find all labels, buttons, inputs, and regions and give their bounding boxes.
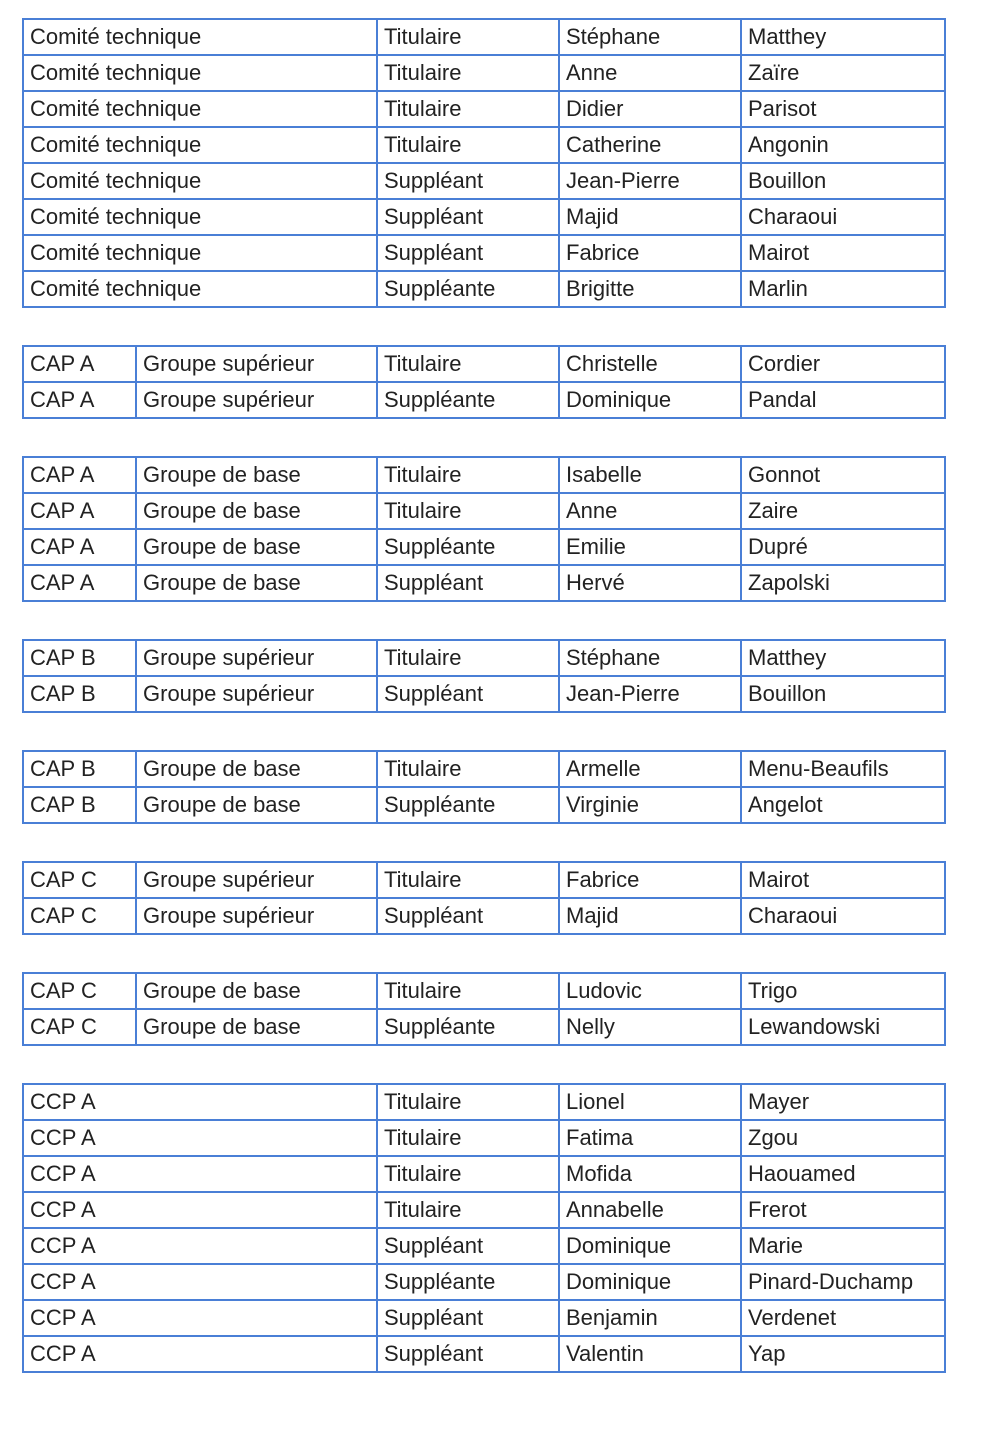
table-row (23, 1120, 945, 1156)
table-row (23, 1156, 945, 1192)
first-name-cell: Virginie (559, 787, 741, 823)
first-name-cell: Nelly (559, 1009, 741, 1045)
group-cell: Groupe de base (136, 493, 377, 529)
role-cell: Suppléant (377, 676, 559, 712)
body-cell: Comité technique (23, 19, 377, 55)
table-row (23, 640, 945, 676)
group-cell: Groupe de base (136, 973, 377, 1009)
body-cell: CAP A (23, 382, 136, 418)
last-name-cell: Dupré (741, 529, 945, 565)
last-name-cell: Pinard-Duchamp (741, 1264, 945, 1300)
first-name-cell: Annabelle (559, 1192, 741, 1228)
group-cell: Groupe supérieur (136, 382, 377, 418)
representatives-table (22, 345, 946, 419)
first-name-cell: Dominique (559, 1264, 741, 1300)
table-row (23, 676, 945, 712)
first-name-cell: Stéphane (559, 640, 741, 676)
first-name-cell: Brigitte (559, 271, 741, 307)
first-name-cell: Emilie (559, 529, 741, 565)
last-name-cell: Matthey (741, 640, 945, 676)
body-cell: CAP B (23, 676, 136, 712)
first-name-cell: Isabelle (559, 457, 741, 493)
body-cell: CCP A (23, 1192, 377, 1228)
role-cell: Titulaire (377, 751, 559, 787)
body-cell: Comité technique (23, 163, 377, 199)
representatives-table (22, 456, 946, 602)
table-row (23, 199, 945, 235)
table-row (23, 1084, 945, 1120)
body-cell: Comité technique (23, 199, 377, 235)
last-name-cell: Gonnot (741, 457, 945, 493)
body-cell: CAP C (23, 898, 136, 934)
last-name-cell: Matthey (741, 19, 945, 55)
role-cell: Titulaire (377, 346, 559, 382)
table-row (23, 493, 945, 529)
table-row (23, 1336, 945, 1372)
table-row (23, 1264, 945, 1300)
table-row (23, 19, 945, 55)
first-name-cell: Lionel (559, 1084, 741, 1120)
group-cell: Groupe de base (136, 787, 377, 823)
table-row (23, 787, 945, 823)
table-row (23, 127, 945, 163)
role-cell: Suppléant (377, 565, 559, 601)
last-name-cell: Frerot (741, 1192, 945, 1228)
last-name-cell: Zgou (741, 1120, 945, 1156)
table-row (23, 55, 945, 91)
first-name-cell: Armelle (559, 751, 741, 787)
first-name-cell: Anne (559, 493, 741, 529)
last-name-cell: Angelot (741, 787, 945, 823)
table-row (23, 235, 945, 271)
role-cell: Suppléante (377, 529, 559, 565)
body-cell: CAP B (23, 640, 136, 676)
body-cell: CAP A (23, 565, 136, 601)
role-cell: Suppléant (377, 163, 559, 199)
role-cell: Titulaire (377, 19, 559, 55)
table-row (23, 751, 945, 787)
table-row (23, 973, 945, 1009)
body-cell: CCP A (23, 1264, 377, 1300)
body-cell: CAP C (23, 862, 136, 898)
first-name-cell: Ludovic (559, 973, 741, 1009)
table-row (23, 1009, 945, 1045)
representatives-tables (22, 18, 944, 1410)
last-name-cell: Zaire (741, 493, 945, 529)
table-row (23, 346, 945, 382)
body-cell: CAP B (23, 787, 136, 823)
group-cell: Groupe de base (136, 565, 377, 601)
role-cell: Titulaire (377, 862, 559, 898)
representatives-table (22, 1083, 946, 1373)
last-name-cell: Zapolski (741, 565, 945, 601)
table-row (23, 163, 945, 199)
first-name-cell: Majid (559, 199, 741, 235)
role-cell: Titulaire (377, 640, 559, 676)
representatives-table (22, 750, 946, 824)
role-cell: Suppléante (377, 1264, 559, 1300)
role-cell: Suppléante (377, 1009, 559, 1045)
group-cell: Groupe de base (136, 529, 377, 565)
group-cell: Groupe de base (136, 457, 377, 493)
role-cell: Titulaire (377, 457, 559, 493)
first-name-cell: Fabrice (559, 862, 741, 898)
last-name-cell: Angonin (741, 127, 945, 163)
role-cell: Suppléant (377, 898, 559, 934)
table-row (23, 862, 945, 898)
group-cell: Groupe supérieur (136, 676, 377, 712)
last-name-cell: Bouillon (741, 676, 945, 712)
role-cell: Suppléant (377, 1300, 559, 1336)
last-name-cell: Mairot (741, 862, 945, 898)
first-name-cell: Didier (559, 91, 741, 127)
role-cell: Titulaire (377, 55, 559, 91)
first-name-cell: Majid (559, 898, 741, 934)
last-name-cell: Verdenet (741, 1300, 945, 1336)
last-name-cell: Zaïre (741, 55, 945, 91)
body-cell: Comité technique (23, 91, 377, 127)
last-name-cell: Mayer (741, 1084, 945, 1120)
last-name-cell: Marie (741, 1228, 945, 1264)
first-name-cell: Christelle (559, 346, 741, 382)
body-cell: CAP C (23, 1009, 136, 1045)
table-row (23, 382, 945, 418)
last-name-cell: Bouillon (741, 163, 945, 199)
body-cell: Comité technique (23, 127, 377, 163)
role-cell: Suppléant (377, 1336, 559, 1372)
last-name-cell: Yap (741, 1336, 945, 1372)
first-name-cell: Hervé (559, 565, 741, 601)
body-cell: CCP A (23, 1120, 377, 1156)
first-name-cell: Jean-Pierre (559, 676, 741, 712)
body-cell: CAP A (23, 457, 136, 493)
first-name-cell: Anne (559, 55, 741, 91)
table-row (23, 91, 945, 127)
table-row (23, 457, 945, 493)
representatives-table (22, 18, 946, 308)
role-cell: Titulaire (377, 1192, 559, 1228)
table-row (23, 271, 945, 307)
last-name-cell: Lewandowski (741, 1009, 945, 1045)
last-name-cell: Parisot (741, 91, 945, 127)
first-name-cell: Dominique (559, 1228, 741, 1264)
body-cell: CAP A (23, 529, 136, 565)
group-cell: Groupe supérieur (136, 640, 377, 676)
role-cell: Titulaire (377, 127, 559, 163)
first-name-cell: Benjamin (559, 1300, 741, 1336)
role-cell: Suppléant (377, 235, 559, 271)
body-cell: CCP A (23, 1336, 377, 1372)
body-cell: CAP A (23, 493, 136, 529)
last-name-cell: Trigo (741, 973, 945, 1009)
body-cell: Comité technique (23, 55, 377, 91)
group-cell: Groupe de base (136, 1009, 377, 1045)
last-name-cell: Cordier (741, 346, 945, 382)
table-row (23, 898, 945, 934)
group-cell: Groupe supérieur (136, 346, 377, 382)
body-cell: CAP A (23, 346, 136, 382)
first-name-cell: Stéphane (559, 19, 741, 55)
body-cell: CAP C (23, 973, 136, 1009)
role-cell: Titulaire (377, 1084, 559, 1120)
first-name-cell: Jean-Pierre (559, 163, 741, 199)
last-name-cell: Charaoui (741, 199, 945, 235)
last-name-cell: Charaoui (741, 898, 945, 934)
last-name-cell: Marlin (741, 271, 945, 307)
first-name-cell: Catherine (559, 127, 741, 163)
representatives-table (22, 861, 946, 935)
role-cell: Suppléante (377, 271, 559, 307)
role-cell: Titulaire (377, 1120, 559, 1156)
last-name-cell: Mairot (741, 235, 945, 271)
first-name-cell: Fatima (559, 1120, 741, 1156)
role-cell: Titulaire (377, 973, 559, 1009)
first-name-cell: Fabrice (559, 235, 741, 271)
body-cell: CCP A (23, 1228, 377, 1264)
first-name-cell: Dominique (559, 382, 741, 418)
body-cell: Comité technique (23, 235, 377, 271)
first-name-cell: Mofida (559, 1156, 741, 1192)
role-cell: Titulaire (377, 1156, 559, 1192)
group-cell: Groupe supérieur (136, 898, 377, 934)
role-cell: Suppléante (377, 787, 559, 823)
role-cell: Suppléant (377, 199, 559, 235)
group-cell: Groupe de base (136, 751, 377, 787)
last-name-cell: Pandal (741, 382, 945, 418)
group-cell: Groupe supérieur (136, 862, 377, 898)
body-cell: CCP A (23, 1084, 377, 1120)
body-cell: CCP A (23, 1156, 377, 1192)
body-cell: CCP A (23, 1300, 377, 1336)
table-row (23, 565, 945, 601)
last-name-cell: Haouamed (741, 1156, 945, 1192)
role-cell: Titulaire (377, 91, 559, 127)
body-cell: CAP B (23, 751, 136, 787)
role-cell: Suppléant (377, 1228, 559, 1264)
last-name-cell: Menu-Beaufils (741, 751, 945, 787)
table-row (23, 1300, 945, 1336)
first-name-cell: Valentin (559, 1336, 741, 1372)
table-row (23, 1228, 945, 1264)
representatives-table (22, 972, 946, 1046)
table-row (23, 529, 945, 565)
representatives-table (22, 639, 946, 713)
table-row (23, 1192, 945, 1228)
role-cell: Suppléante (377, 382, 559, 418)
role-cell: Titulaire (377, 493, 559, 529)
body-cell: Comité technique (23, 271, 377, 307)
